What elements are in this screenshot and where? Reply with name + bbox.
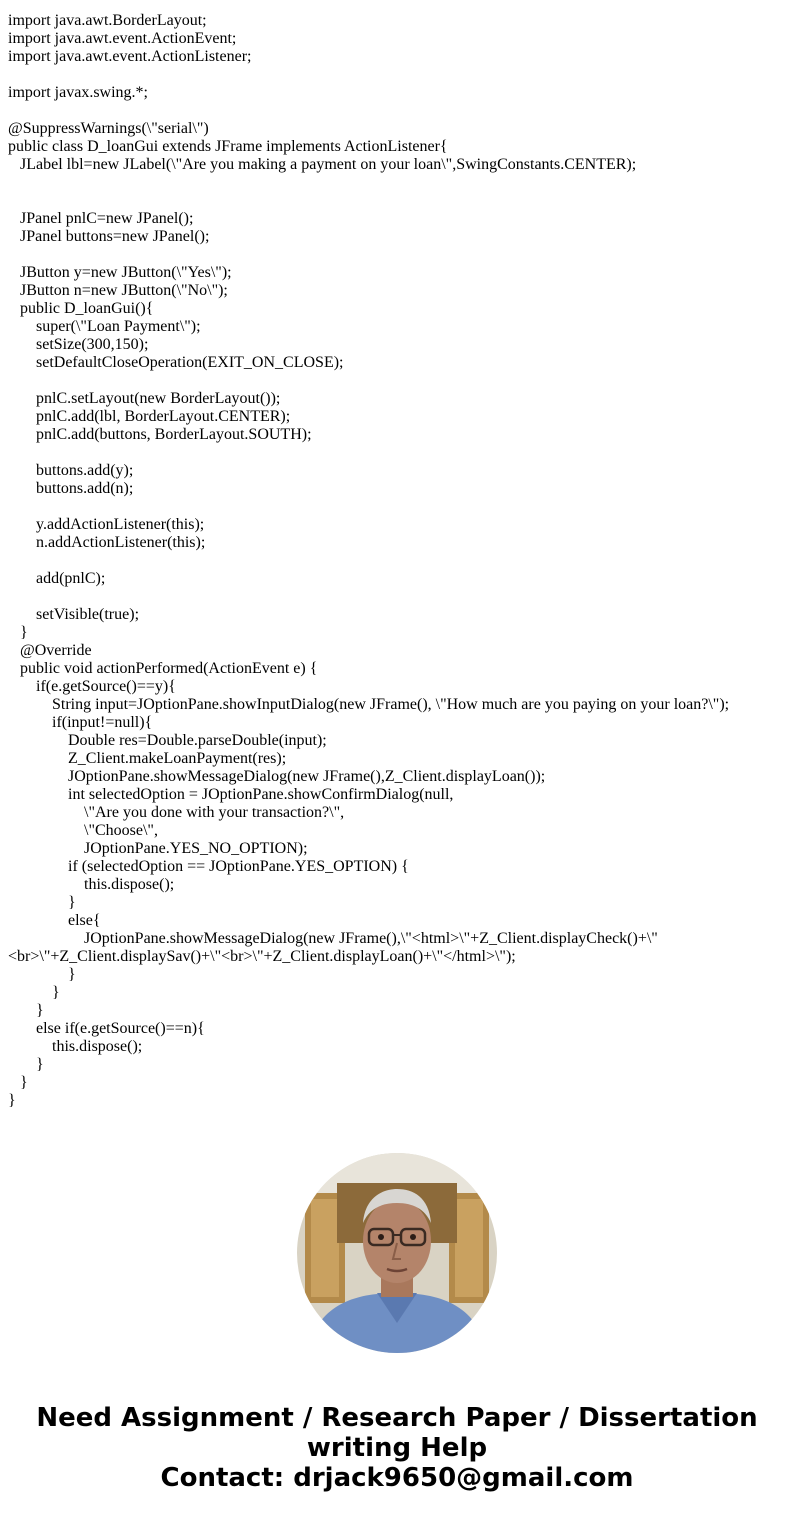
code-line: if(input!=null){: [8, 714, 153, 731]
code-line: super(\"Loan Payment\");: [8, 318, 201, 335]
code-line: import java.awt.event.ActionEvent;: [8, 30, 237, 47]
code-line: JOptionPane.YES_NO_OPTION);: [8, 840, 308, 857]
code-line: add(pnlC);: [8, 570, 106, 587]
code-listing: [8, 12, 788, 1110]
code-line: }: [8, 894, 76, 911]
code-line: JPanel buttons=new JPanel();: [8, 228, 210, 245]
code-line: pnlC.add(buttons, BorderLayout.SOUTH);: [8, 426, 312, 443]
code-line: this.dispose();: [8, 1038, 143, 1055]
code-line: setDefaultCloseOperation(EXIT_ON_CLOSE);: [8, 354, 344, 371]
code-line: @Override: [8, 642, 92, 659]
code-line: [8, 444, 788, 462]
author-photo: [297, 1153, 497, 1353]
code-line: else{: [8, 912, 101, 929]
code-line: else if(e.getSource()==n){: [8, 1020, 205, 1037]
code-line: n.addActionListener(this);: [8, 534, 206, 551]
code-line: y.addActionListener(this);: [8, 516, 205, 533]
code-line: setSize(300,150);: [8, 336, 149, 353]
code-line: }: [8, 1092, 16, 1109]
code-line: \"Are you done with your transaction?\",: [8, 804, 345, 821]
code-line: int selectedOption = JOptionPane.showConfirmDialog(null,: [8, 786, 454, 803]
contact-banner: [0, 1403, 794, 1493]
code-line: JPanel pnlC=new JPanel();: [8, 210, 194, 227]
code-line: import javax.swing.*;: [8, 84, 148, 101]
code-line: public void actionPerformed(ActionEvent e) {: [8, 660, 318, 677]
code-line: [8, 246, 788, 264]
code-line: JLabel lbl=new JLabel(\"Are you making a payment on your loan\",SwingConstants.CENTER);: [8, 156, 637, 173]
code-line: buttons.add(y);: [8, 462, 134, 479]
code-line: JOptionPane.showMessageDialog(new JFrame(),Z_Client.displayLoan());: [8, 768, 546, 785]
code-line: buttons.add(n);: [8, 480, 134, 497]
code-line: JOptionPane.showMessageDialog(new JFrame(),\"<html>\"+Z_Client.displayCheck()+\": [8, 930, 658, 947]
code-line: Z_Client.makeLoanPayment(res);: [8, 750, 287, 767]
code-line: String input=JOptionPane.showInputDialog(new JFrame(), \"How much are you paying on your loan?\");: [8, 696, 730, 713]
code-line: @SuppressWarnings(\"serial\"): [8, 120, 209, 137]
code-line: this.dispose();: [8, 876, 175, 893]
banner-contact-line: Contact: drjack9650@gmail.com: [160, 1463, 634, 1493]
code-line: if (selectedOption == JOptionPane.YES_OPTION) {: [8, 858, 409, 875]
code-line: [8, 102, 788, 120]
banner-line-1: Need Assignment / Research Paper / Dissertation: [36, 1403, 758, 1433]
code-line: }: [8, 1002, 44, 1019]
code-line: [8, 372, 788, 390]
code-line: }: [8, 984, 60, 1001]
code-line: [8, 192, 788, 210]
code-line: [8, 552, 788, 570]
code-line: <br>\"+Z_Client.displaySav()+\"<br>\"+Z_Client.displayLoan()+\"</html>\");: [8, 948, 516, 965]
code-line: import java.awt.BorderLayout;: [8, 12, 207, 29]
code-line: JButton y=new JButton(\"Yes\");: [8, 264, 232, 281]
code-line: JButton n=new JButton(\"No\");: [8, 282, 228, 299]
code-line: setVisible(true);: [8, 606, 140, 623]
code-line: public class D_loanGui extends JFrame implements ActionListener{: [8, 138, 448, 155]
code-line: \"Choose\",: [8, 822, 158, 839]
code-line: }: [8, 1056, 44, 1073]
code-line: [8, 174, 788, 192]
code-line: }: [8, 1074, 28, 1091]
code-line: pnlC.setLayout(new BorderLayout());: [8, 390, 281, 407]
code-line: }: [8, 624, 28, 641]
code-line: }: [8, 966, 76, 983]
author-avatar: [297, 1153, 497, 1353]
code-line: import java.awt.event.ActionListener;: [8, 48, 252, 65]
code-line: if(e.getSource()==y){: [8, 678, 176, 695]
code-line: [8, 588, 788, 606]
code-line: Double res=Double.parseDouble(input);: [8, 732, 327, 749]
code-line: [8, 498, 788, 516]
code-line: [8, 66, 788, 84]
code-line: pnlC.add(lbl, BorderLayout.CENTER);: [8, 408, 291, 425]
code-line: public D_loanGui(){: [8, 300, 154, 317]
banner-line-2: writing Help: [306, 1433, 488, 1463]
